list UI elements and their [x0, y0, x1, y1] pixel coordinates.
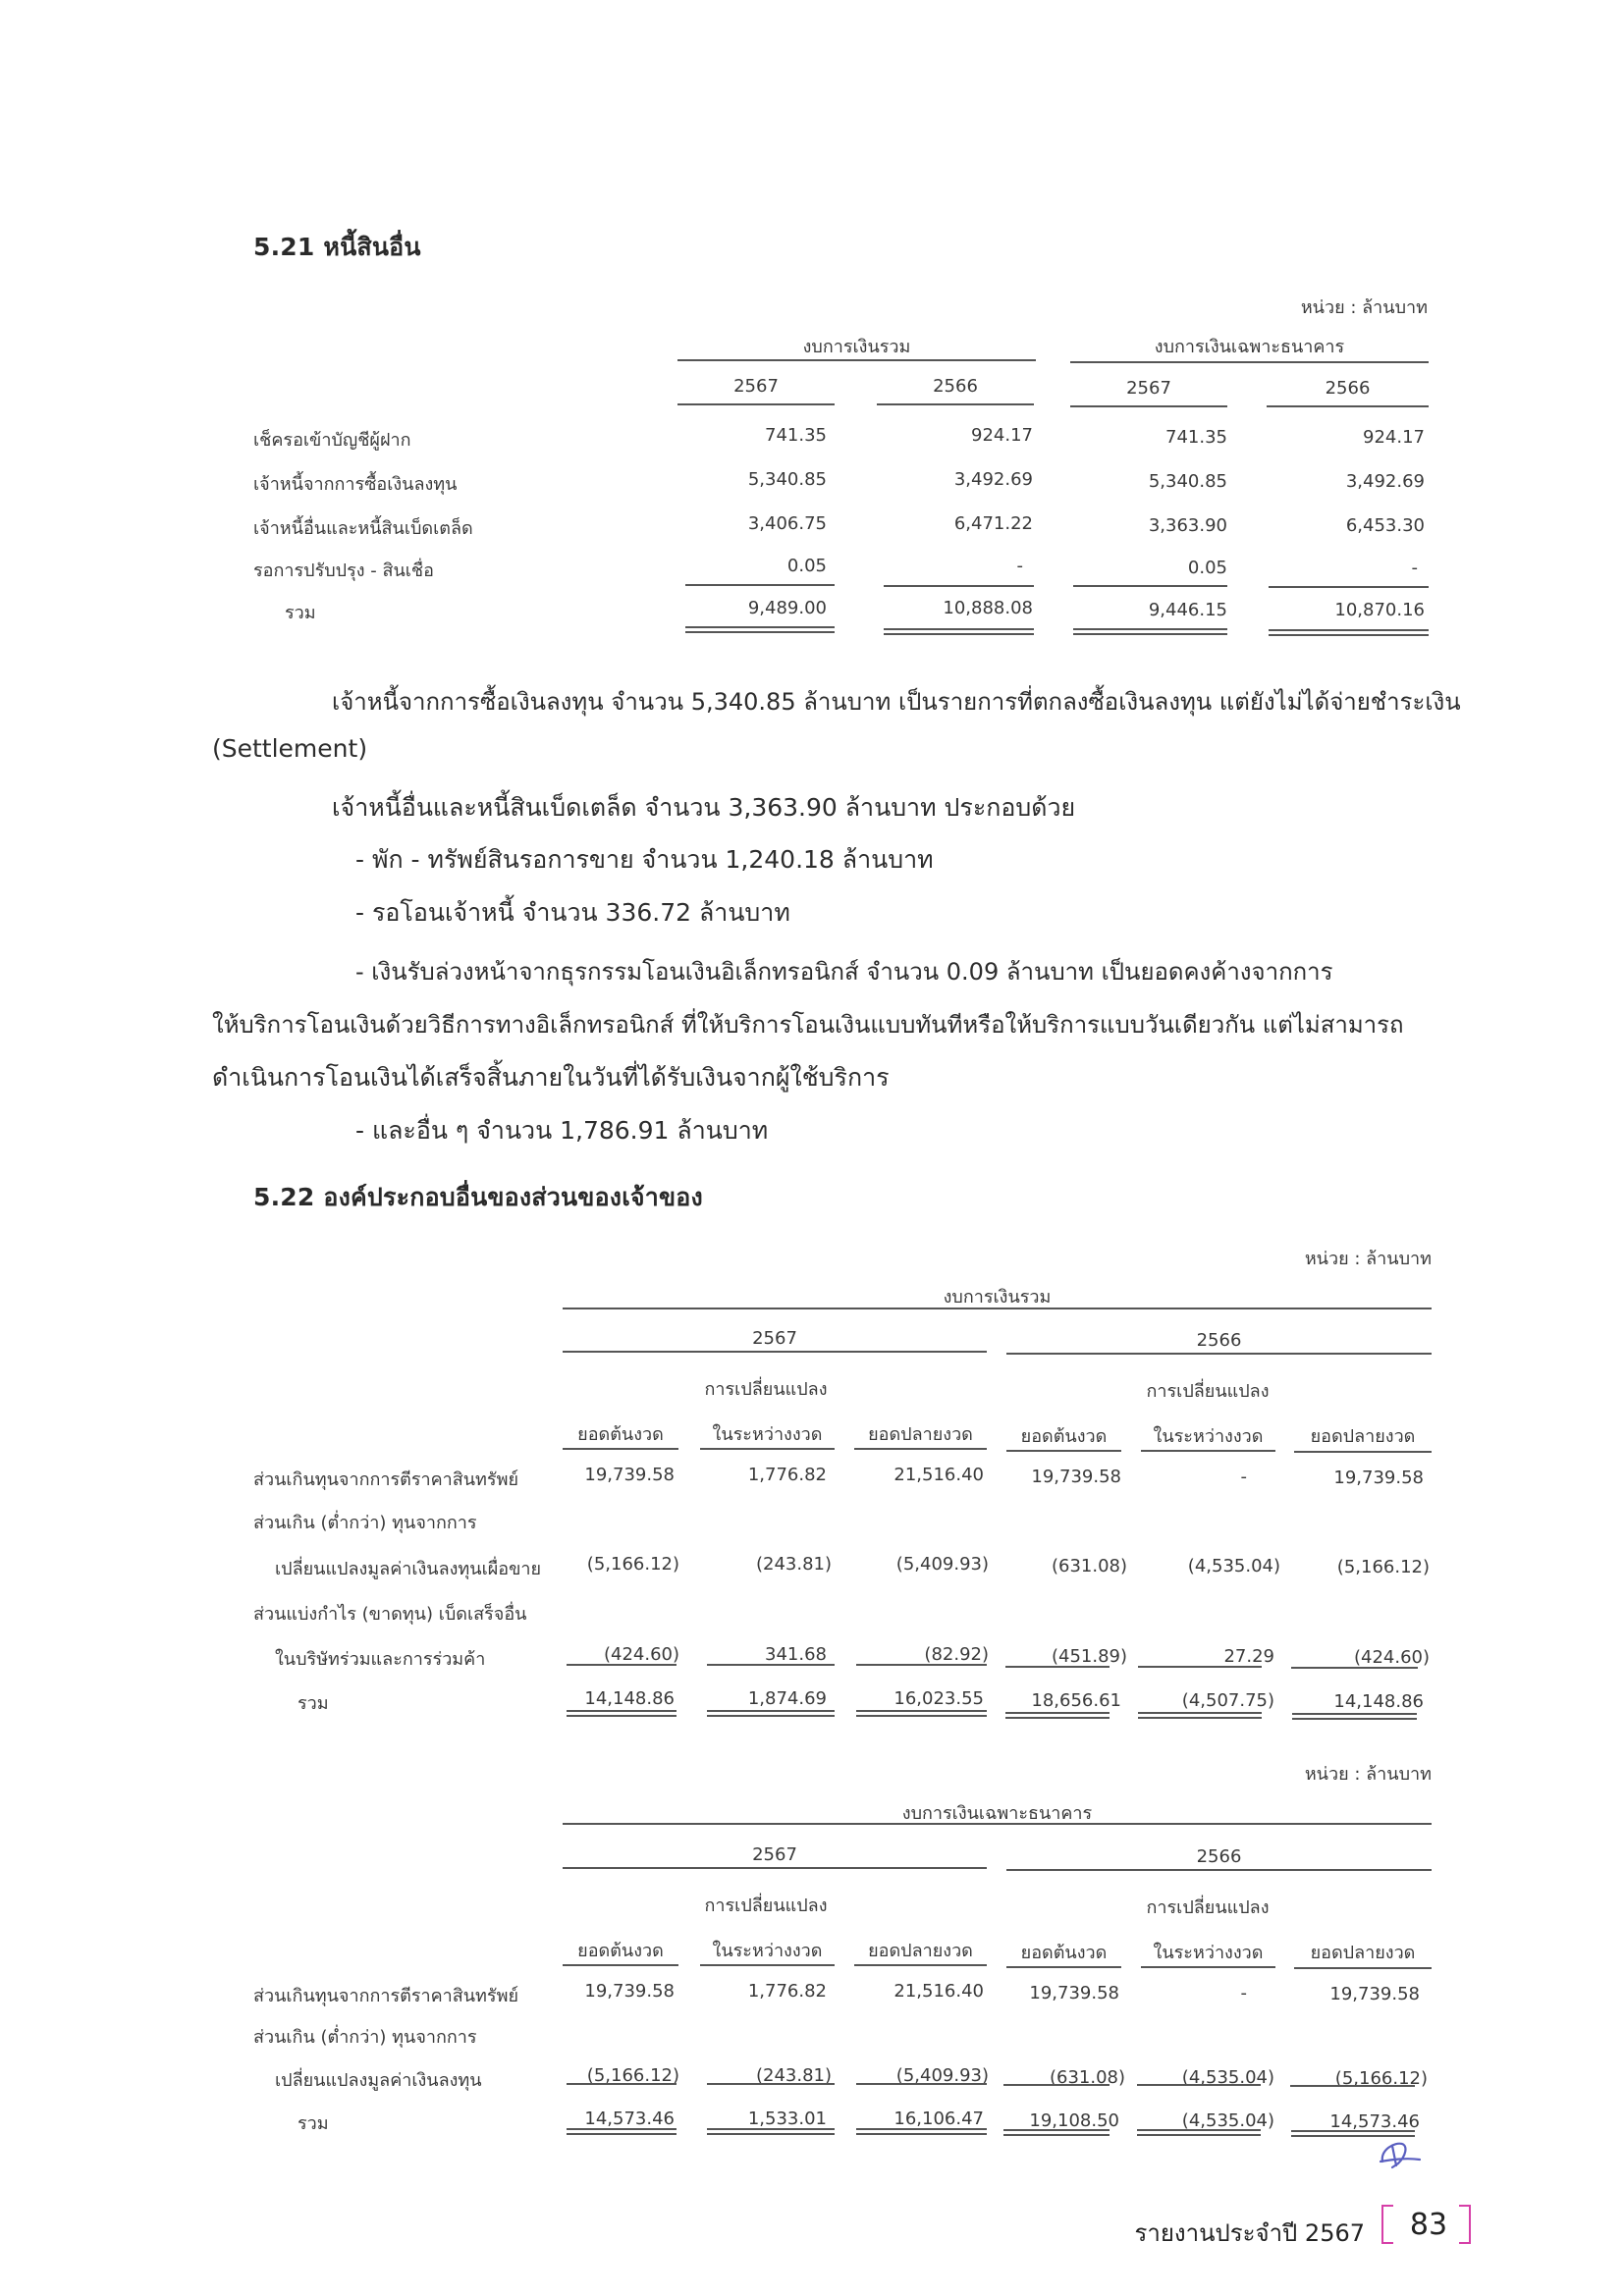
double-rule — [1073, 628, 1227, 635]
rule — [1070, 405, 1227, 407]
rule — [1006, 1450, 1121, 1452]
cell-value: 1,874.69 — [747, 1688, 827, 1709]
unit-label: หน่วย : ล้านบาท — [1300, 297, 1428, 318]
rule — [567, 2083, 677, 2085]
note-paragraph: เจ้าหนี้จากการซื้อเงินลงทุน จำนวน 5,340.85 ล้านบาท เป็นรายการที่ตกลงซื้อเงินลงทุน แต่ยังไม่ได้จ่ายชำระเงิน — [332, 688, 1461, 716]
cell-value: 19,739.58 — [584, 1981, 675, 2002]
cell-value: 5,340.85 — [1148, 471, 1227, 492]
rule — [563, 1964, 678, 1966]
rule — [563, 1351, 987, 1353]
cell-value: (243.81) — [755, 2065, 832, 2086]
unit-label: หน่วย : ล้านบาท — [1304, 1249, 1432, 1269]
note-bullet: - พัก - ทรัพย์สินรอการขาย จำนวน 1,240.18 ล้านบาท — [355, 845, 934, 874]
cell-value: 21,516.40 — [893, 1465, 984, 1485]
section-title-5-21: 5.21 หนี้สินอื่น — [253, 233, 421, 261]
cell-value: 10,870.16 — [1334, 600, 1425, 620]
rule — [1137, 2084, 1261, 2086]
double-rule — [856, 1710, 987, 1717]
double-rule — [856, 2128, 987, 2135]
cell-value: 14,573.46 — [584, 2109, 675, 2129]
row-label: เปลี่ยนแปลงมูลค่าเงินลงทุน — [275, 2070, 482, 2091]
cell-value: 16,106.47 — [893, 2109, 984, 2129]
section-title-5-22: 5.22 องค์ประกอบอื่นของส่วนของเจ้าของ — [253, 1183, 703, 1211]
cell-value: 19,739.58 — [1031, 1467, 1121, 1487]
cell-value: 3,363.90 — [1148, 515, 1227, 536]
double-rule — [707, 2128, 835, 2135]
rule — [1290, 2085, 1415, 2087]
cell-value: 19,739.58 — [1333, 1468, 1424, 1488]
cell-value: 14,573.46 — [1329, 2111, 1420, 2132]
sub-header: ยอดปลายงวด — [1310, 1943, 1416, 1963]
double-rule — [567, 2128, 677, 2135]
rule — [567, 1664, 677, 1666]
double-rule — [1291, 2130, 1415, 2137]
rule — [1141, 1450, 1275, 1452]
year-header: 2566 — [933, 376, 978, 397]
rule — [677, 403, 835, 405]
change-label: การเปลี่ยนแปลง — [704, 1379, 828, 1400]
rule — [856, 2083, 987, 2085]
cell-value: 1,776.82 — [747, 1465, 827, 1485]
rule — [854, 1448, 987, 1450]
year-header: 2567 — [733, 376, 779, 397]
cell-value: (82.92) — [924, 1644, 989, 1665]
right-bracket-icon — [1459, 2205, 1471, 2244]
double-rule — [1005, 1712, 1110, 1719]
report-label: รายงานประจำปี 2567 — [1134, 2219, 1365, 2247]
cell-value: (4,535.04) — [1181, 2110, 1274, 2131]
cell-value: 9,446.15 — [1148, 600, 1227, 620]
sub-header: ยอดปลายงวด — [868, 1424, 973, 1445]
row-label: รวม — [285, 603, 316, 623]
rule — [884, 585, 1034, 587]
row-label: เจ้าหนี้จากการซื้อเงินลงทุน — [253, 474, 458, 495]
rule — [700, 1448, 835, 1450]
row-label: ในบริษัทร่วมและการร่วมค้า — [275, 1649, 486, 1670]
cell-value: 341.68 — [765, 1644, 827, 1665]
group-header-consolidated: งบการเงินรวม — [802, 337, 911, 357]
group-header: งบการเงินรวม — [943, 1287, 1052, 1308]
rule — [1070, 361, 1429, 363]
change-label: การเปลี่ยนแปลง — [1146, 1897, 1270, 1918]
cell-value: 924.17 — [1363, 427, 1425, 448]
row-label: รวม — [298, 2113, 329, 2134]
row-label: รวม — [298, 1693, 329, 1714]
cell-value: (4,535.04) — [1181, 2067, 1274, 2088]
cell-value: 741.35 — [1165, 427, 1227, 448]
rule — [1294, 1967, 1432, 1969]
sub-header: ในระหว่างงวด — [712, 1941, 823, 1961]
rule — [1269, 586, 1429, 588]
cell-value: 6,453.30 — [1345, 515, 1425, 536]
row-label: เปลี่ยนแปลงมูลค่าเงินลงทุนเผื่อขาย — [275, 1559, 542, 1579]
cell-value: 0.05 — [1187, 558, 1227, 578]
rule — [1073, 585, 1227, 587]
note-bullet: - และอื่น ๆ จำนวน 1,786.91 ล้านบาท — [355, 1116, 769, 1145]
row-label: เจ้าหนี้อื่นและหนี้สินเบ็ดเตล็ด — [253, 518, 473, 539]
rule — [877, 403, 1034, 405]
note-bullet: - รอโอนเจ้าหนี้ จำนวน 336.72 ล้านบาท — [355, 898, 790, 927]
cell-value: 14,148.86 — [1333, 1691, 1424, 1712]
cell-value: - — [1240, 1467, 1247, 1487]
unit-label: หน่วย : ล้านบาท — [1304, 1764, 1432, 1785]
rule — [1267, 405, 1429, 407]
double-rule — [884, 628, 1034, 635]
cell-value: 27.29 — [1223, 1646, 1274, 1667]
cell-value: 6,471.22 — [953, 513, 1033, 534]
page-number: 83 — [1409, 2208, 1448, 2242]
sub-header: ยอดปลายงวด — [1310, 1426, 1416, 1447]
sub-header: ในระหว่างงวด — [1153, 1426, 1264, 1447]
rule — [1005, 1666, 1110, 1668]
sub-header: ยอดต้นงวด — [577, 1424, 664, 1445]
rule — [700, 1964, 835, 1966]
cell-value: (451.89) — [1051, 1646, 1127, 1667]
cell-value: 16,023.55 — [893, 1688, 984, 1709]
row-label: ส่วนเกินทุนจากการตีราคาสินทรัพย์ — [253, 1986, 518, 2006]
cell-value: 1,533.01 — [747, 2109, 827, 2129]
cell-value: 19,739.58 — [1029, 1983, 1119, 2003]
cell-value: 924.17 — [971, 425, 1033, 446]
row-label: ส่วนเกิน (ต่ำกว่า) ทุนจากการ — [253, 1513, 477, 1533]
year-header: 2567 — [752, 1844, 797, 1865]
cell-value: (5,166.12) — [586, 1554, 679, 1575]
sub-header: ยอดต้นงวด — [1020, 1943, 1108, 1963]
rule — [707, 1664, 835, 1666]
double-rule — [567, 1710, 677, 1717]
rule — [563, 1308, 1432, 1309]
cell-value: 18,656.61 — [1031, 1690, 1121, 1711]
row-label: ส่วนแบ่งกำไร (ขาดทุน) เบ็ดเสร็จอื่น — [253, 1604, 527, 1625]
year-header: 2566 — [1325, 378, 1371, 399]
cell-value: 19,739.58 — [584, 1465, 675, 1485]
cell-value: (5,166.12) — [1334, 2068, 1428, 2089]
left-bracket-icon — [1381, 2205, 1393, 2244]
cell-value: - — [1411, 558, 1418, 578]
change-label: การเปลี่ยนแปลง — [1146, 1381, 1270, 1402]
rule — [563, 1867, 987, 1869]
cell-value: 19,108.50 — [1029, 2110, 1119, 2131]
cell-value: - — [1016, 556, 1023, 576]
note-paragraph: (Settlement) — [212, 734, 368, 763]
cell-value: 10,888.08 — [943, 598, 1033, 618]
group-header-bank-only: งบการเงินเฉพาะธนาคาร — [1154, 337, 1345, 357]
cell-value: 3,492.69 — [1345, 471, 1425, 492]
double-rule — [1137, 2129, 1261, 2136]
rule — [856, 1664, 987, 1666]
cell-value: (4,535.04) — [1187, 1556, 1280, 1576]
note-paragraph: ดำเนินการโอนเงินได้เสร็จสิ้นภายในวันที่ได้รับเงินจากผู้ใช้บริการ — [212, 1063, 890, 1092]
cell-value: (631.08) — [1051, 1556, 1127, 1576]
rule — [685, 584, 835, 586]
double-rule — [685, 626, 835, 633]
cell-value: (5,409.93) — [895, 2065, 989, 2086]
cell-value: 3,492.69 — [953, 469, 1033, 490]
sub-header: ในระหว่างงวด — [712, 1424, 823, 1445]
cell-value: (424.60) — [603, 1644, 679, 1665]
sub-header: ยอดต้นงวด — [1020, 1426, 1108, 1447]
year-header: 2566 — [1196, 1846, 1242, 1867]
rule — [1006, 1869, 1432, 1871]
double-rule — [1138, 1712, 1262, 1719]
rule — [1006, 1353, 1432, 1355]
cell-value: (4,507.75) — [1181, 1690, 1274, 1711]
rule — [1291, 1667, 1418, 1669]
row-label: ส่วนเกิน (ต่ำกว่า) ทุนจากการ — [253, 2027, 477, 2048]
row-label: ส่วนเกินทุนจากการตีราคาสินทรัพย์ — [253, 1469, 518, 1490]
signature-initial-icon — [1377, 2138, 1424, 2171]
year-header: 2567 — [1126, 378, 1171, 399]
note-bullet: - เงินรับล่วงหน้าจากธุรกรรมโอนเงินอิเล็กทรอนิกส์ จำนวน 0.09 ล้านบาท เป็นยอดคงค้างจากการ — [355, 958, 1333, 986]
cell-value: 19,739.58 — [1329, 1984, 1420, 2004]
cell-value: 0.05 — [786, 556, 827, 576]
cell-value: 1,776.82 — [747, 1981, 827, 2002]
rule — [1141, 1966, 1275, 1968]
cell-value: 3,406.75 — [747, 513, 827, 534]
cell-value: 5,340.85 — [747, 469, 827, 490]
group-header: งบการเงินเฉพาะธนาคาร — [901, 1803, 1093, 1824]
rule — [707, 2083, 835, 2085]
rule — [1294, 1451, 1432, 1453]
rule — [854, 1964, 987, 1966]
double-rule — [1292, 1713, 1417, 1720]
double-rule — [1269, 629, 1429, 636]
note-paragraph: ให้บริการโอนเงินด้วยวิธีการทางอิเล็กทรอนิกส์ ที่ให้บริการโอนเงินแบบทันทีหรือให้บริการแบบวันเดียวกัน แต่ไม่สามารถ — [212, 1011, 1404, 1039]
cell-value: 741.35 — [765, 425, 827, 446]
double-rule — [1003, 2129, 1110, 2136]
cell-value: 14,148.86 — [584, 1688, 675, 1709]
cell-value: (243.81) — [755, 1554, 832, 1575]
year-header: 2566 — [1196, 1330, 1242, 1351]
rule — [1138, 1666, 1262, 1668]
rule — [1003, 2084, 1110, 2086]
sub-header: ในระหว่างงวด — [1153, 1943, 1264, 1963]
rule — [563, 1823, 1432, 1825]
change-label: การเปลี่ยนแปลง — [704, 1896, 828, 1916]
rule — [563, 1448, 678, 1450]
cell-value: (424.60) — [1353, 1647, 1430, 1668]
year-header: 2567 — [752, 1328, 797, 1349]
cell-value: (5,409.93) — [895, 1554, 989, 1575]
cell-value: 9,489.00 — [747, 598, 827, 618]
cell-value: (5,166.12) — [586, 2065, 679, 2086]
note-paragraph: เจ้าหนี้อื่นและหนี้สินเบ็ดเตล็ด จำนวน 3,363.90 ล้านบาท ประกอบด้วย — [332, 793, 1076, 822]
cell-value: - — [1240, 1983, 1247, 2003]
rule — [1006, 1966, 1121, 1968]
rule — [677, 359, 1036, 361]
cell-value: (5,166.12) — [1336, 1557, 1430, 1577]
sub-header: ยอดต้นงวด — [577, 1941, 664, 1961]
cell-value: (631.08) — [1049, 2067, 1125, 2088]
sub-header: ยอดปลายงวด — [868, 1941, 973, 1961]
cell-value: 21,516.40 — [893, 1981, 984, 2002]
row-label: เช็ครอเข้าบัญชีผู้ฝาก — [253, 430, 411, 451]
double-rule — [707, 1710, 835, 1717]
row-label: รอการปรับปรุง - สินเชื่อ — [253, 561, 434, 581]
